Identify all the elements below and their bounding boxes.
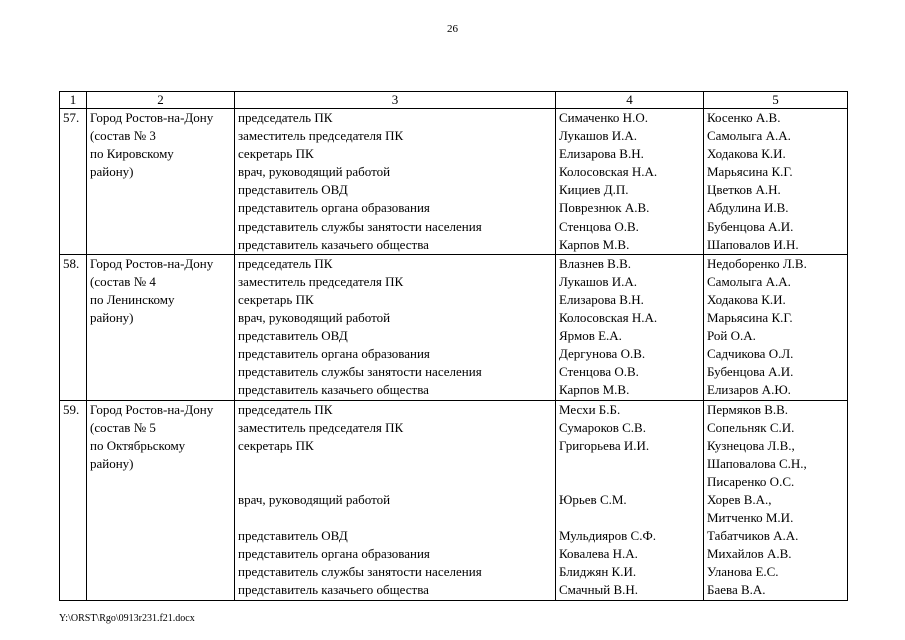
location-cell [87,109,235,255]
location-cell [87,400,235,600]
member-line [559,455,703,473]
alternate-line: Рой О.А. [707,328,756,344]
member-line: Поврезнюк А.В. [559,200,650,216]
role-line: секретарь ПК [238,291,314,307]
role-line: председатель ПК [238,401,333,417]
role-line: заместитель председателя ПК [238,273,404,289]
alternate-line: Сопельняк С.И. [707,419,795,435]
alternate-line: Марьясина К.Г. [707,164,793,180]
row-number-cell [60,109,87,255]
roles-cell [235,109,556,255]
role-line: представитель ОВД [238,328,348,344]
location-line: Город Ростов-на-Дону [90,401,214,417]
member-line: Елизарова В.Н. [559,146,644,162]
alternate-line: Недоборенко Л.В. [707,255,807,271]
alternate-line: Уланова Е.С. [707,564,779,580]
alternate-line: Бубенцова А.И. [707,364,794,380]
member-line: Блиджян К.И. [559,564,637,580]
member-line: Смачный В.Н. [559,582,639,598]
member-line: Ярмов Е.А. [559,328,622,344]
member-line: Колосовская Н.А. [559,164,658,180]
members-cell [556,400,704,600]
roles-cell [235,400,556,600]
alternate-line: Елизаров А.Ю. [707,382,791,398]
column-header: 5 [704,92,848,109]
table-row [60,254,848,400]
row-number-cell [60,254,87,400]
member-line: Мульдияров С.Ф. [559,528,656,544]
alternates-cell [704,254,848,400]
column-header: 1 [60,92,87,109]
role-line: председатель ПК [238,255,333,271]
alternate-line: Хорев В.А., [707,491,772,507]
alternate-line: Самолыга А.А. [707,128,791,144]
role-line: представитель органа образования [238,546,430,562]
roles-cell [235,254,556,400]
location-line: району) [90,455,134,471]
location-line: (состав № 5 [90,419,156,435]
alternate-line: Абдулина И.В. [707,200,789,216]
role-line: представитель казачьего общества [238,382,429,398]
table-row [60,400,848,600]
alternate-line: Ходакова К.И. [707,146,786,162]
member-line: Колосовская Н.А. [559,310,658,326]
member-line: Юрьев С.М. [559,491,627,507]
location-line: району) [90,164,134,180]
location-line: (состав № 4 [90,273,156,289]
role-line: представитель службы занятости населения [238,364,482,380]
alternates-cell [704,400,848,600]
table-header-row [60,92,848,109]
member-line: Месхи Б.Б. [559,401,621,417]
member-line: Кициев Д.П. [559,182,629,198]
row-number: 59. [63,401,80,417]
member-line [559,509,703,527]
member-line: Карпов М.В. [559,236,630,252]
alternate-line: Шаповалова С.Н., [707,455,807,471]
member-line: Дергунова О.В. [559,346,646,362]
members-cell [556,109,704,255]
member-line: Влазнев В.В. [559,255,632,271]
page-number: 26 [447,23,458,35]
alternate-line: Шаповалов И.Н. [707,236,799,252]
alternate-line: Цветков А.Н. [707,182,781,198]
member-line: Лукашов И.А. [559,273,638,289]
role-line: секретарь ПК [238,146,314,162]
alternate-line: Кузнецова Л.В., [707,437,795,453]
location-line: по Ленинскому [90,291,175,307]
committee-table [59,91,848,601]
location-line: району) [90,310,134,326]
alternates-cell [704,109,848,255]
member-line: Григорьева И.И. [559,437,650,453]
member-line: Лукашов И.А. [559,128,638,144]
row-number: 57. [63,110,80,125]
role-line: врач, руководящий работой [238,491,391,507]
location-line: по Кировскому [90,146,174,162]
role-line: представитель службы занятости населения [238,564,482,580]
member-line: Елизарова В.Н. [559,291,644,307]
location-line: (состав № 3 [90,128,156,144]
alternate-line: Баева В.А. [707,582,766,598]
column-header: 4 [556,92,704,109]
role-line [238,455,555,473]
member-line: Симаченко Н.О. [559,110,648,125]
alternate-line: Ходакова К.И. [707,291,786,307]
table-row [60,109,848,255]
alternate-line: Михайлов А.В. [707,546,792,562]
role-line: представитель казачьего общества [238,582,429,598]
alternate-line: Косенко А.В. [707,110,781,125]
alternate-line: Табатчиков А.А. [707,528,799,544]
member-line: Ковалева Н.А. [559,546,638,562]
alternate-line: Самолыга А.А. [707,273,791,289]
row-number-cell [60,400,87,600]
role-line: председатель ПК [238,110,333,125]
alternate-line: Садчикова О.Л. [707,346,794,362]
alternate-line: Пермяков В.В. [707,401,789,417]
member-line [559,473,703,491]
role-line [238,473,555,491]
alternate-line: Бубенцова А.И. [707,218,794,234]
role-line: заместитель председателя ПК [238,419,404,435]
members-cell [556,254,704,400]
role-line: представитель ОВД [238,528,348,544]
alternate-line: Митченко М.И. [707,510,794,526]
location-line: Город Ростов-на-Дону [90,110,214,125]
member-line: Сумароков С.В. [559,419,646,435]
role-line: заместитель председателя ПК [238,128,404,144]
column-header: 3 [235,92,556,109]
file-path-footer: Y:\ORST\Rgo\0913r231.f21.docx [59,613,195,624]
role-line: представитель ОВД [238,182,348,198]
role-line: представитель органа образования [238,200,430,216]
role-line: врач, руководящий работой [238,164,391,180]
column-header: 2 [87,92,235,109]
role-line: секретарь ПК [238,437,314,453]
role-line: врач, руководящий работой [238,310,391,326]
role-line: представитель службы занятости населения [238,218,482,234]
role-line [238,509,555,527]
location-line: по Октябрьскому [90,437,186,453]
alternate-line: Писаренко О.С. [707,473,795,489]
location-cell [87,254,235,400]
location-line: Город Ростов-на-Дону [90,255,214,271]
member-line: Стенцова О.В. [559,364,639,380]
role-line: представитель казачьего общества [238,236,429,252]
member-line: Стенцова О.В. [559,218,639,234]
row-number: 58. [63,255,80,271]
alternate-line: Марьясина К.Г. [707,310,793,326]
role-line: представитель органа образования [238,346,430,362]
member-line: Карпов М.В. [559,382,630,398]
